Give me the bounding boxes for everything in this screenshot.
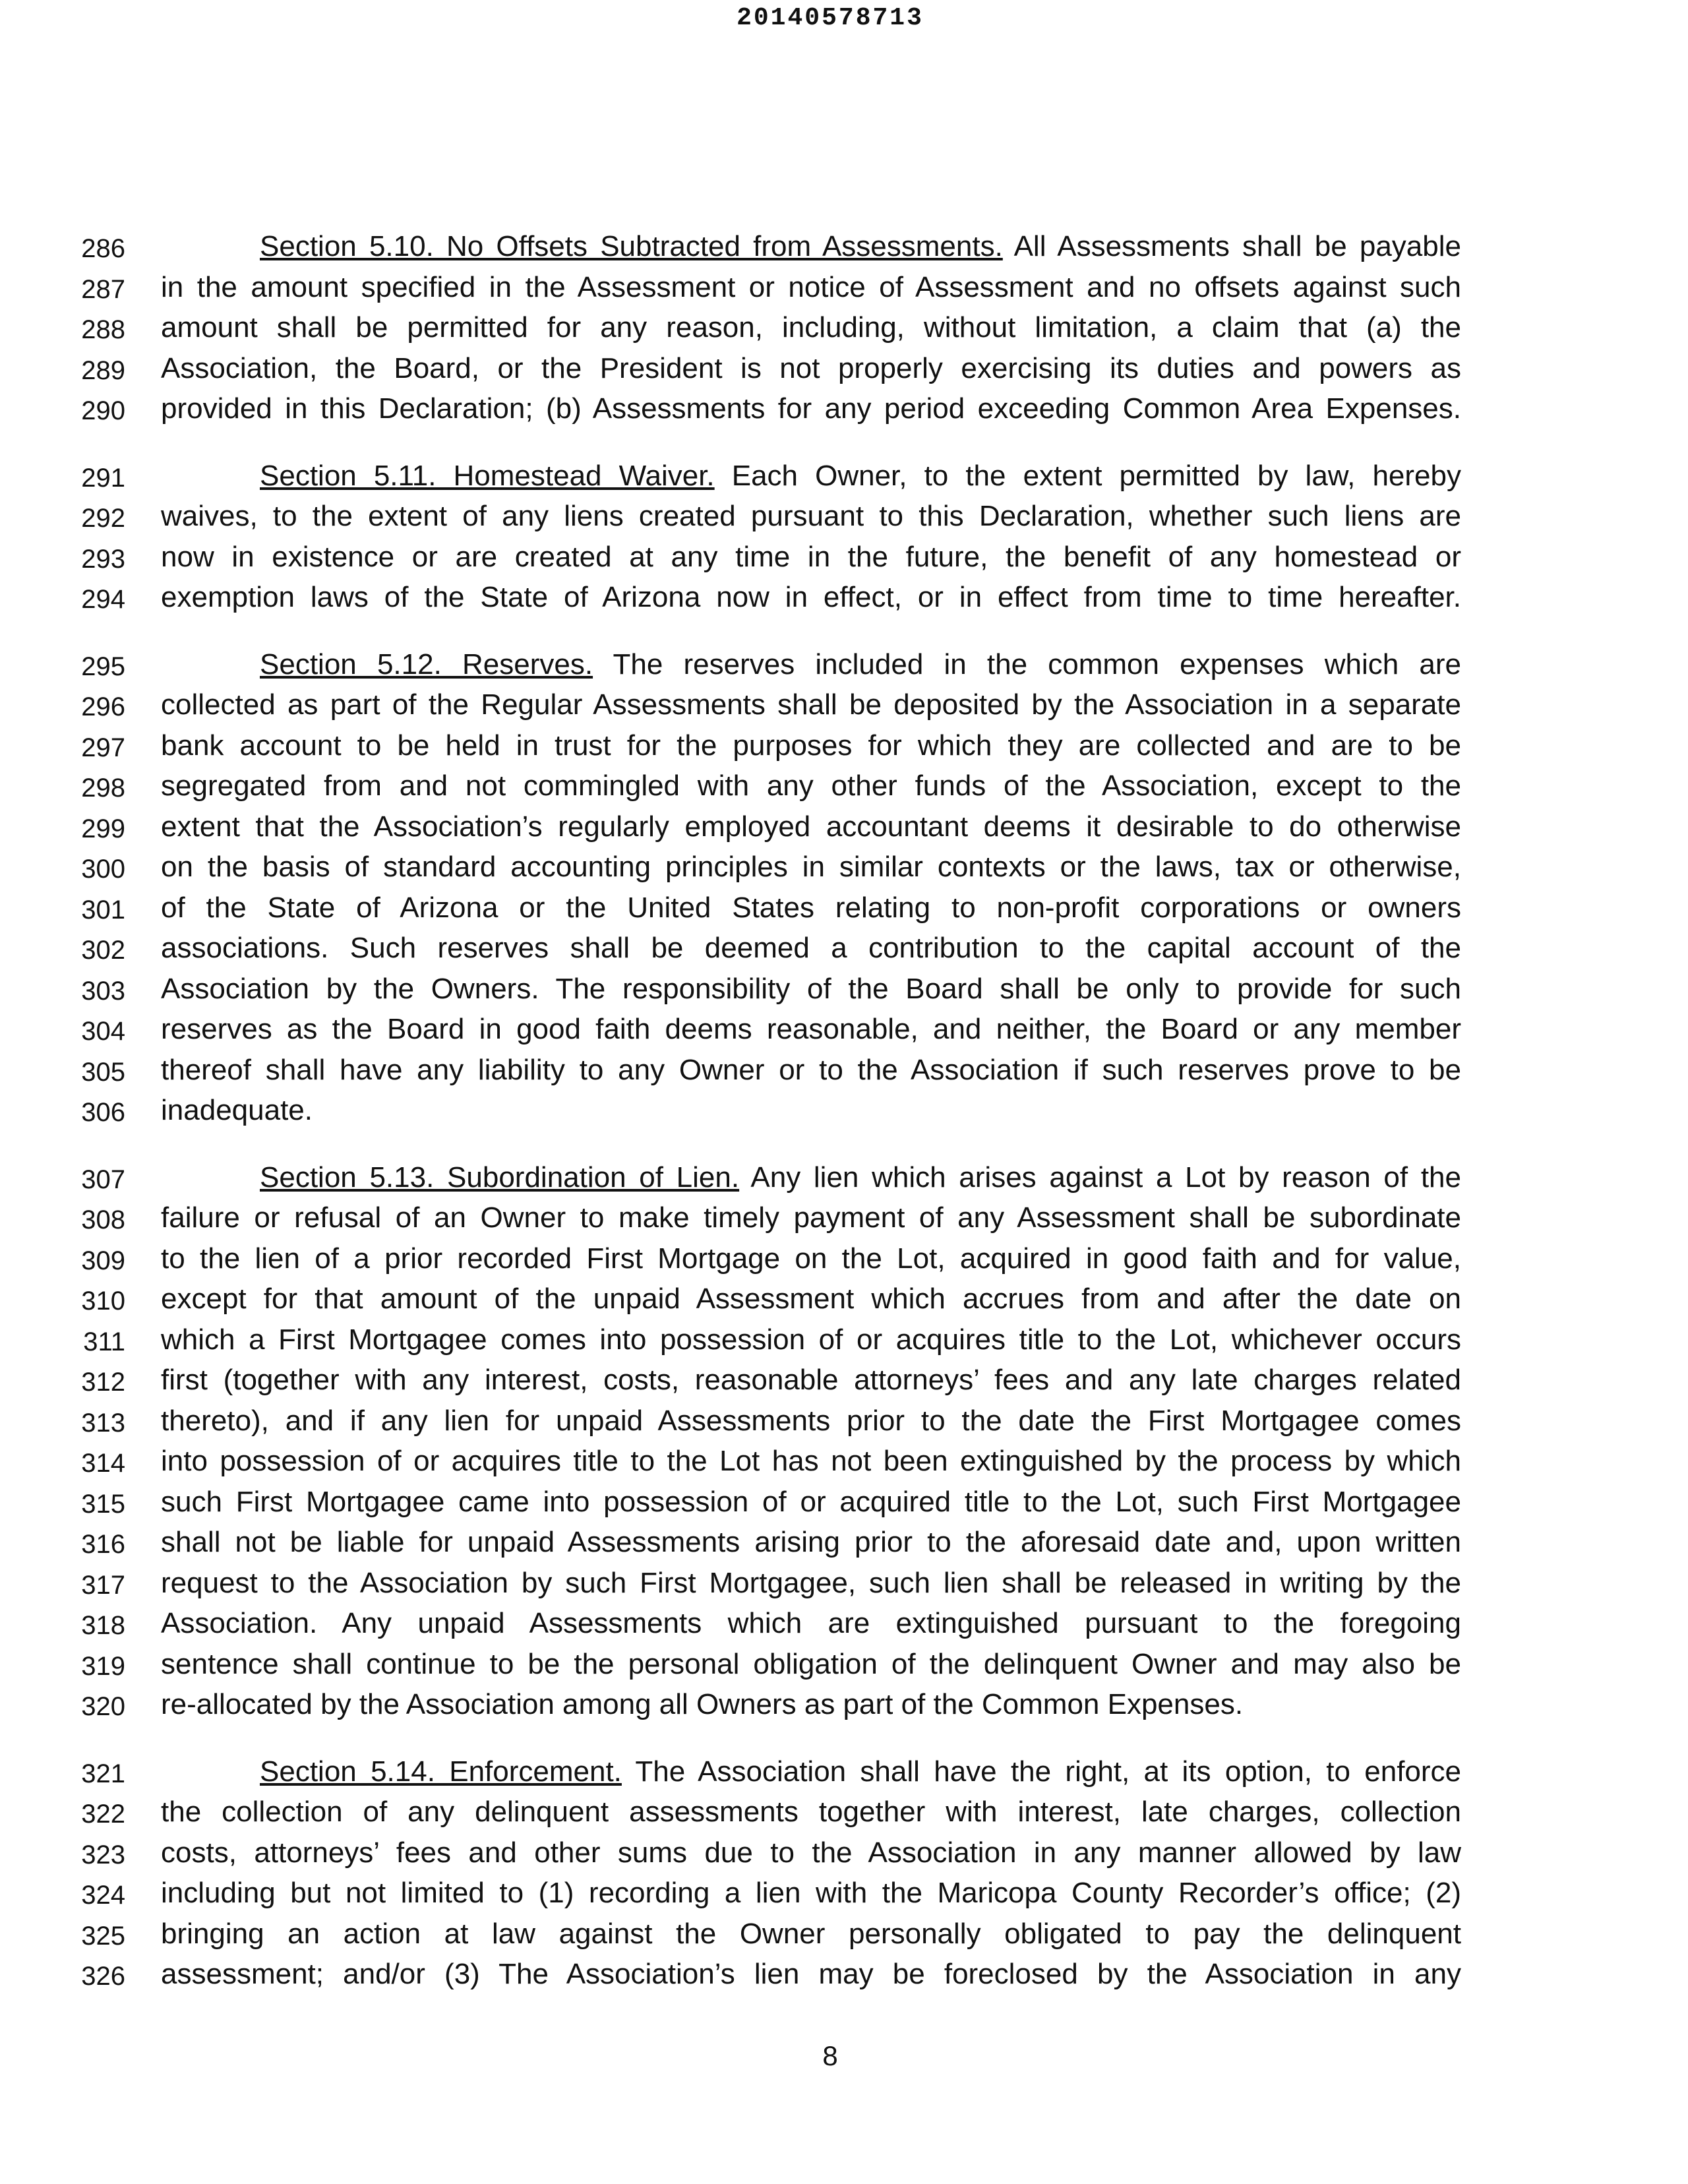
line-number: 317	[81, 1570, 125, 1600]
document-line	[0, 1916, 1688, 1957]
line-text: waives, to the extent of any liens created pursuant to this Declaration, whether such liens are	[161, 500, 1461, 532]
line-text: the collection of any delinquent assessments together with interest, late charges, collection	[161, 1796, 1461, 1828]
line-number: 304	[81, 1017, 125, 1046]
line-text: inadequate.	[161, 1094, 313, 1126]
line-text: in the amount specified in the Assessment or notice of Assessment and no offsets against such	[161, 270, 1461, 303]
line-text: of the State of Arizona or the United States relating to non-profit corporations or owners	[161, 891, 1461, 924]
line-text: except for that amount of the unpaid Assessment which accrues from and after the date on	[161, 1283, 1461, 1315]
section-heading: Section 5.13. Subordination of Lien.	[260, 1161, 740, 1194]
document-line	[0, 1956, 1688, 1997]
line-number: 293	[81, 544, 125, 574]
line-number: 297	[81, 733, 125, 762]
line-number: 308	[81, 1205, 125, 1234]
document-line	[0, 309, 1688, 350]
section-14	[0, 1753, 1688, 1997]
document-line	[0, 579, 1688, 620]
document-line	[0, 849, 1688, 890]
line-number: 287	[81, 274, 125, 304]
line-number: 315	[81, 1489, 125, 1519]
line-text: Section 5.11. Homestead Waiver. Each Owner, to the extent permitted by law, hereby	[260, 459, 1461, 492]
document-line	[0, 646, 1688, 687]
document-line	[0, 930, 1688, 971]
line-text: first (together with any interest, costs, reasonable attorneys’ fees and any late charges related	[161, 1364, 1461, 1396]
line-number: 324	[81, 1881, 125, 1910]
line-number: 305	[81, 1057, 125, 1087]
line-text: bringing an action at law against the Owner personally obligated to pay the delinquent	[161, 1917, 1461, 1950]
document-line	[0, 1281, 1688, 1321]
line-number: 325	[81, 1921, 125, 1951]
line-number: 311	[83, 1327, 125, 1356]
line-text: assessment; and/or (3) The Association’s lien may be foreclosed by the Association in any	[161, 1958, 1461, 1990]
line-number: 320	[81, 1692, 125, 1721]
line-text: costs, attorneys’ fees and other sums due to the Association in any manner allowed by law	[161, 1836, 1461, 1869]
line-number: 296	[81, 692, 125, 721]
document-body	[0, 228, 1688, 2023]
line-text: Section 5.10. No Offsets Subtracted from Assessments. All Assessments shall be payable	[260, 230, 1461, 262]
document-line	[0, 1321, 1688, 1362]
line-text: to the lien of a prior recorded First Mortgage on the Lot, acquired in good faith and for value,	[161, 1242, 1461, 1275]
line-number: 291	[81, 463, 125, 493]
line-text: including but not limited to (1) recording a lien with the Maricopa County Recorder’s office; (2)	[161, 1877, 1461, 1909]
line-text: re-allocated by the Association among all Owners as part of the Common Expenses.	[161, 1688, 1244, 1720]
line-text: amount shall be permitted for any reason, including, without limitation, a claim that (a) the	[161, 311, 1461, 344]
line-text: exemption laws of the State of Arizona now in effect, or in effect from time to time hereafter.	[161, 581, 1461, 613]
line-number: 295	[81, 652, 125, 681]
line-text: bank account to be held in trust for the purposes for which they are collected and are to be	[161, 729, 1461, 762]
line-text: segregated from and not commingled with any other funds of the Association, except to the	[161, 770, 1461, 802]
document-line	[0, 1835, 1688, 1875]
document-line	[0, 1092, 1688, 1133]
line-text: thereof shall have any liability to any Owner or to the Association if such reserves prove to be	[161, 1053, 1461, 1086]
line-number: 301	[81, 895, 125, 925]
document-line	[0, 539, 1688, 580]
line-text: shall not be liable for unpaid Assessments arising prior to the aforesaid date and, upon written	[161, 1526, 1461, 1558]
line-number: 294	[81, 585, 125, 614]
line-number: 321	[81, 1759, 125, 1788]
document-line	[0, 1646, 1688, 1687]
document-line	[0, 1605, 1688, 1646]
line-text: provided in this Declaration; (b) Assessments for any period exceeding Common Area Expenses.	[161, 392, 1461, 425]
line-text: associations. Such reserves shall be deemed a contribution to the capital account of the	[161, 932, 1461, 964]
line-number: 306	[81, 1098, 125, 1127]
line-text: into possession of or acquires title to the Lot has not been extinguished by the process by which	[161, 1445, 1461, 1477]
line-number: 323	[81, 1840, 125, 1869]
line-number: 302	[81, 936, 125, 965]
section-heading: Section 5.10. No Offsets Subtracted from Assessments.	[260, 230, 1003, 262]
line-text: extent that the Association’s regularly employed accountant deems it desirable to do otherwise	[161, 810, 1461, 843]
line-number: 292	[81, 504, 125, 533]
document-line	[0, 1240, 1688, 1281]
line-number: 322	[81, 1800, 125, 1829]
section-13	[0, 1159, 1688, 1727]
document-line	[0, 1794, 1688, 1835]
line-text: Association, the Board, or the President is not properly exercising its duties and powers as	[161, 351, 1461, 384]
section-heading: Section 5.14. Enforcement.	[260, 1755, 622, 1788]
document-line	[0, 1686, 1688, 1727]
line-number: 299	[81, 814, 125, 843]
line-number: 316	[81, 1530, 125, 1559]
line-number: 289	[81, 355, 125, 385]
document-line	[0, 1159, 1688, 1200]
section-heading: Section 5.11. Homestead Waiver.	[260, 459, 715, 492]
section-heading: Section 5.12. Reserves.	[260, 648, 593, 681]
line-number: 313	[81, 1408, 125, 1438]
line-text: Section 5.14. Enforcement. The Association shall have the right, at its option, to enforce	[260, 1755, 1462, 1788]
line-number: 314	[81, 1449, 125, 1478]
line-number: 312	[81, 1368, 125, 1397]
line-text: request to the Association by such First Mortgagee, such lien shall be released in writing by the	[161, 1566, 1461, 1599]
line-number: 288	[81, 315, 125, 344]
line-number: 326	[81, 1962, 125, 1991]
document-line	[0, 1052, 1688, 1093]
document-line	[0, 1199, 1688, 1240]
line-text: such First Mortgagee came into possession of or acquired title to the Lot, such First Mortgagee	[161, 1485, 1461, 1518]
line-number: 318	[81, 1611, 125, 1640]
document-line	[0, 228, 1688, 269]
line-text: failure or refusal of an Owner to make timely payment of any Assessment shall be subordinate	[161, 1201, 1461, 1234]
document-line	[0, 269, 1688, 310]
document-line	[0, 1403, 1688, 1443]
line-number: 286	[81, 234, 125, 263]
line-number: 303	[81, 976, 125, 1006]
document-number: 20140578713	[737, 4, 924, 32]
line-text: Association. Any unpaid Assessments which are extinguished pursuant to the foregoing	[161, 1607, 1461, 1639]
document-line	[0, 808, 1688, 849]
line-number: 300	[81, 855, 125, 884]
document-line	[0, 890, 1688, 930]
line-text: thereto), and if any lien for unpaid Assessments prior to the date the First Mortgagee comes	[161, 1404, 1461, 1437]
document-line	[0, 1524, 1688, 1565]
line-text: Section 5.13. Subordination of Lien. Any lien which arises against a Lot by reason of the	[260, 1161, 1461, 1194]
document-line	[0, 686, 1688, 727]
line-number: 307	[81, 1165, 125, 1194]
line-number: 310	[81, 1287, 125, 1316]
line-text: Association by the Owners. The responsibility of the Board shall be only to provide for such	[161, 972, 1461, 1005]
line-number: 298	[81, 774, 125, 803]
line-number: 309	[81, 1246, 125, 1275]
line-number: 290	[81, 396, 125, 425]
section-10	[0, 228, 1688, 431]
line-text: now in existence or are created at any time in the future, the benefit of any homestead or	[161, 540, 1461, 573]
line-text: Section 5.12. Reserves. The reserves included in the common expenses which are	[260, 648, 1462, 681]
document-line	[0, 1011, 1688, 1052]
document-line	[0, 458, 1688, 499]
line-number: 319	[81, 1651, 125, 1681]
document-line	[0, 390, 1688, 431]
line-text: on the basis of standard accounting principles in similar contexts or the laws, tax or otherwise,	[161, 851, 1461, 883]
document-line	[0, 1753, 1688, 1794]
line-text: collected as part of the Regular Assessments shall be deposited by the Association in a separate	[161, 688, 1461, 721]
document-line	[0, 1443, 1688, 1484]
document-line	[0, 1484, 1688, 1525]
document-line	[0, 727, 1688, 768]
document-line	[0, 1362, 1688, 1403]
line-text: sentence shall continue to be the personal obligation of the delinquent Owner and may also be	[161, 1647, 1461, 1680]
page-number: 8	[822, 2040, 838, 2071]
line-text: which a First Mortgagee comes into possession of or acquires title to the Lot, whichever occurs	[161, 1323, 1461, 1356]
document-line	[0, 971, 1688, 1012]
document-line	[0, 1875, 1688, 1916]
document-line	[0, 350, 1688, 391]
section-12	[0, 646, 1688, 1133]
document-line	[0, 498, 1688, 539]
document-line	[0, 768, 1688, 808]
document-line	[0, 1565, 1688, 1606]
line-text: reserves as the Board in good faith deems reasonable, and neither, the Board or any member	[161, 1013, 1461, 1045]
section-11	[0, 458, 1688, 620]
